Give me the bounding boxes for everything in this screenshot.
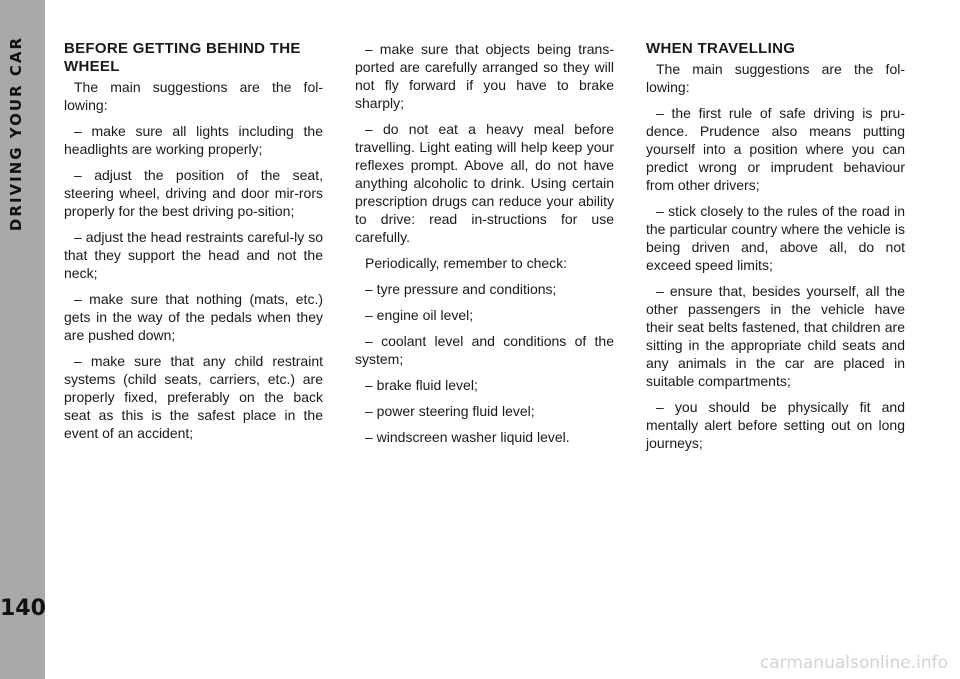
paragraph: – the first rule of safe driving is pru-dence. Prudence also means putting yourself into a position where you can predict wrong or imprudent behaviour from other drivers; [646, 105, 905, 193]
paragraph: – ensure that, besides yourself, all the other passengers in the vehicle have their seat belts fastened, that children are sitting in the appropriate child seats and any animals in the car are placed in suitable compartments; [646, 283, 905, 389]
column-when-travelling [646, 40, 905, 460]
paragraph: The main suggestions are the fol-lowing: [646, 61, 905, 95]
paragraph: – tyre pressure and conditions; [365, 281, 557, 297]
watermark: carmanualsonline.info [759, 653, 948, 673]
section-heading-when-travelling: WHEN TRAVELLING [646, 40, 796, 57]
paragraph: – adjust the head restraints careful-ly so that they support the head and not the neck; [64, 229, 323, 281]
paragraph: – adjust the position of the seat, steering wheel, driving and door mir-rors properly for the best driving po-sition; [64, 167, 323, 219]
paragraph: Periodically, remember to check: [365, 255, 568, 271]
paragraph: – stick closely to the rules of the road in the particular country where the vehicle is being driven and, above all, do not exceed speed limits; [646, 203, 905, 273]
paragraph: – windscreen washer liquid level. [365, 429, 570, 445]
chapter-title: DRIVING YOUR CAR [7, 36, 25, 232]
column-checks [355, 40, 614, 454]
chapter-side-tab [0, 0, 45, 679]
paragraph: – engine oil level; [365, 307, 474, 323]
paragraph: – make sure that any child restraint systems (child seats, carriers, etc.) are properly fixed, preferably on the back seat as this is the safest place in the event of an accident; [64, 353, 323, 441]
paragraph: – you should be physically fit and mentally alert before setting out on long journeys; [646, 399, 905, 451]
paragraph: – make sure that nothing (mats, etc.) gets in the way of the pedals when they are pushed down; [64, 291, 323, 343]
paragraph: – brake fluid level; [365, 377, 478, 393]
paragraph: – coolant level and conditions of the system; [355, 333, 614, 367]
section-heading-before-driving: BEFORE GETTING BEHIND THE WHEEL [64, 40, 301, 75]
paragraph: – make sure that objects being trans-ported are carefully arranged so they will not fly forward if you have to brake sharply; [355, 41, 614, 111]
column-before-driving [64, 40, 323, 450]
paragraph: The main suggestions are the fol-lowing: [64, 79, 323, 113]
paragraph: – make sure all lights including the headlights are working properly; [64, 123, 323, 157]
paragraph: – do not eat a heavy meal before travelling. Light eating will help keep your reflexes prompt. Above all, do not have anything alcoholic to drink. Using certain prescription drugs can reduce your ability to drive: read in-structions for use carefully. [355, 121, 614, 245]
page-number: 140 [0, 596, 46, 621]
paragraph: – power steering fluid level; [365, 403, 535, 419]
